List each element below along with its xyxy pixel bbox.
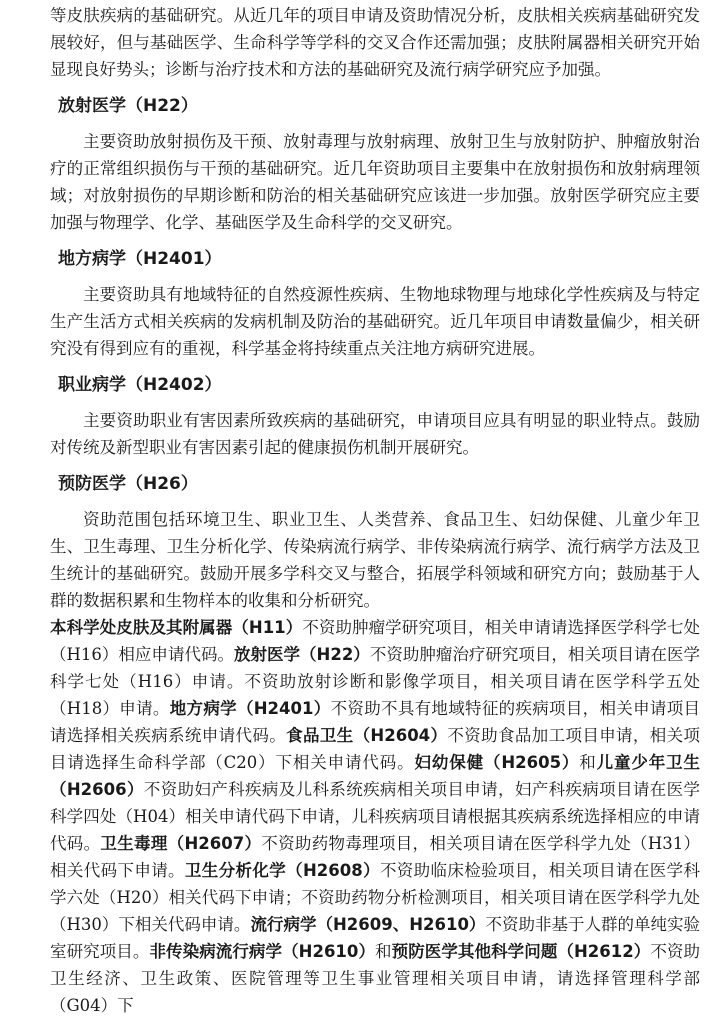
- note-text: 不资助肿瘤学研究项目，相关申请请选择医学科学七处（H16）相应申请代码。: [50, 618, 701, 664]
- note-bold: 放射医学（H22）: [233, 645, 370, 664]
- note-bold: 地方病学（H2401）: [169, 699, 331, 718]
- note-text: 不资助药物毒理项目，相关项目请在医学科学九处（H31）相关代码下申请。: [50, 834, 701, 880]
- note-text: 不资助肿瘤治疗研究项目，相关项目请在医学科学七处（H16）申请。不资助放射诊断和影像学项目，相关项目请在医学科学五处（H18）申请。: [50, 645, 701, 718]
- note-text: 不资助临床检验项目，相关项目请在医学科学六处（H20）相关代码下申请；不资助药物分析检测项目，相关项目请在医学科学九处（H30）下相关代码申请。: [50, 861, 701, 934]
- note-bold: 妇幼保健（H2605）: [414, 753, 580, 772]
- note-bold: 卫生分析化学（H2608）: [184, 861, 380, 880]
- note-text: 不资助妇产科疾病及儿科系统疾病相关项目申请，妇产科疾病项目请在医学科学四处（H04）相关申请代码下申请，儿科疾病项目请根据其疾病系统选择相应的申请代码。: [50, 780, 700, 853]
- note-bold: 非传染病流行病学（H2610）: [149, 942, 376, 961]
- note-text: 和: [579, 753, 597, 772]
- section-preventive-medicine: [50, 472, 700, 614]
- notes-paragraph: [50, 614, 700, 1019]
- section-heading: 职业病学（H2402）: [58, 375, 222, 395]
- note-bold: 卫生毒理（H2607）: [100, 834, 262, 853]
- section-occupational-disease: [50, 373, 700, 461]
- section-body: 资助范围包括环境卫生、职业卫生、人类营养、食品卫生、妇幼保健、儿童少年卫生、卫生毒理、卫生分析化学、传染病流行病学、非传染病流行病学、流行病学方法及卫生统计的基础研究。鼓励开展多学科交叉与整合，拓展学科领域和研究方向；鼓励基于人群的数据积累和生物样本的收集和分析研究。: [50, 510, 700, 610]
- note-bold: 本科学处皮肤及其附属器（H11）: [50, 618, 303, 637]
- note-bold: 流行病学（H2609、H2610）: [250, 915, 486, 934]
- note-bold: 预防医学其他科学问题（H2612）: [391, 942, 651, 961]
- section-heading: 放射医学（H22）: [58, 96, 198, 116]
- note-text: 不资助非基于人群的单纯实验室研究项目。: [50, 915, 701, 961]
- note-bold: 儿童少年卫生（H2606）: [50, 753, 701, 799]
- section-body: 主要资助职业有害因素所致疾病的基础研究，申请项目应具有明显的职业特点。鼓励对传统及新型职业有害因素引起的健康损伤机制开展研究。: [50, 411, 700, 457]
- note-text: 不资助不具有地域特征的疾病项目，相关申请项目请选择相关疾病系统申请代码。: [50, 699, 701, 745]
- section-body: 主要资助放射损伤及干预、放射毒理与放射病理、放射卫生与放射防护、肿瘤放射治疗的正常组织损伤与干预的基础研究。近几年资助项目主要集中在放射损伤和放射病理领域；对放射损伤的早期诊断和防治的相关基础研究应该进一步加强。放射医学研究应主要加强与物理学、化学、基础医学及生命科学的交叉研究。: [50, 132, 700, 232]
- note-text: 和: [375, 942, 392, 961]
- note-bold: 食品卫生（H2604）: [286, 726, 448, 745]
- note-text: 不资助食品加工项目申请，相关项目请选择生命科学部（C20）下相关申请代码。: [50, 726, 701, 772]
- section-radiation-medicine: [50, 94, 700, 236]
- section-heading: 预防医学（H26）: [58, 474, 198, 494]
- section-body: 主要资助具有地域特征的自然疫源性疾病、生物地球物理与地球化学性疾病及与特定生产生活方式相关疾病的发病机制及防治的基础研究。近几年项目申请数量偏少，相关研究没有得到应有的重视，科学基金将持续重点关注地方病研究进展。: [50, 285, 700, 358]
- document-page: [50, 2, 700, 1019]
- section-heading: 地方病学（H2401）: [58, 249, 222, 269]
- section-endemic-disease: [50, 247, 700, 362]
- note-text: 不资助卫生经济、卫生政策、医院管理等卫生事业管理相关项目申请，请选择管理科学部（G04）下: [50, 942, 701, 1015]
- intro-paragraph: 等皮肤疾病的基础研究。从近几年的项目申请及资助情况分析，皮肤相关疾病基础研究发展较好，但与基础医学、生命科学等学科的交叉合作还需加强；皮肤附属器相关研究开始显现良好势头；诊断与治疗技术和方法的基础研究及流行病学研究应予加强。: [50, 6, 700, 79]
